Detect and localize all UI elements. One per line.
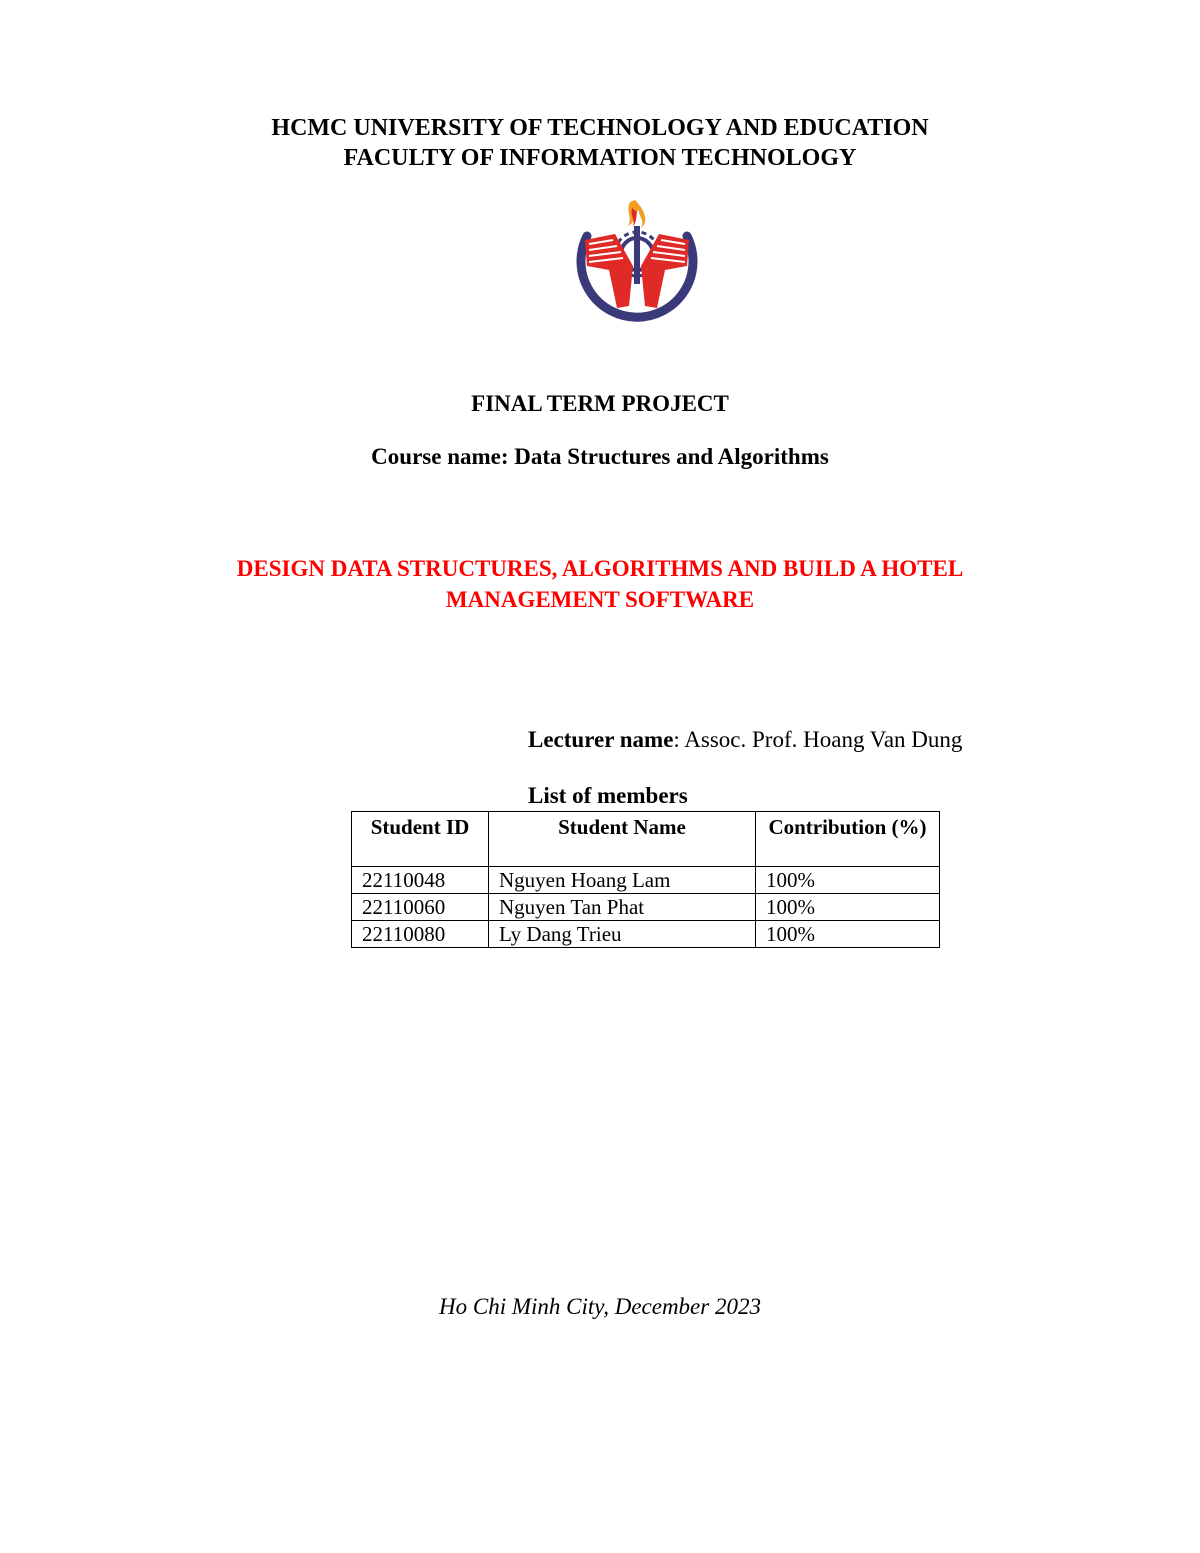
lecturer-label: Lecturer name	[528, 727, 674, 752]
lecturer-info	[528, 727, 962, 753]
project-label: FINAL TERM PROJECT	[471, 391, 729, 416]
university-name: HCMC UNIVERSITY OF TECHNOLOGY AND EDUCATION	[271, 115, 929, 141]
student-name-cell: Nguyen Tan Phat	[489, 894, 756, 921]
column-header-student-id: Student ID	[352, 812, 489, 867]
student-id-cell: 22110060	[352, 894, 489, 921]
members-table	[351, 811, 940, 948]
course-value: Data Structures and Algorithms	[514, 444, 829, 469]
university-header	[0, 113, 1200, 173]
contribution-cell: 100%	[756, 894, 940, 921]
project-title-line2: MANAGEMENT SOFTWARE	[445, 587, 755, 612]
student-name-cell: Nguyen Hoang Lam	[489, 867, 756, 894]
student-id-cell: 22110080	[352, 921, 489, 948]
table-header-row	[352, 812, 940, 867]
table-row	[352, 921, 940, 948]
lecturer-separator: :	[673, 727, 680, 752]
contribution-cell: 100%	[756, 921, 940, 948]
lecturer-value: Assoc. Prof. Hoang Van Dung	[679, 727, 963, 752]
student-id-cell: 22110048	[352, 867, 489, 894]
contribution-cell: 100%	[756, 867, 940, 894]
project-title	[0, 553, 1200, 615]
student-name-cell: Ly Dang Trieu	[489, 921, 756, 948]
members-heading: List of members	[528, 783, 688, 808]
course-name	[0, 444, 1200, 470]
faculty-name: FACULTY OF INFORMATION TECHNOLOGY	[343, 145, 857, 171]
table-row	[352, 894, 940, 921]
column-header-contribution: Contribution (%)	[756, 812, 940, 867]
footer-place-date: Ho Chi Minh City, December 2023	[439, 1294, 761, 1319]
table-row	[352, 867, 940, 894]
university-emblem-icon	[573, 196, 701, 336]
project-title-line1: DESIGN DATA STRUCTURES, ALGORITHMS AND BUILD A HOTEL	[236, 556, 964, 581]
course-label: Course name:	[371, 444, 509, 469]
university-logo	[573, 196, 701, 336]
column-header-student-name: Student Name	[489, 812, 756, 867]
